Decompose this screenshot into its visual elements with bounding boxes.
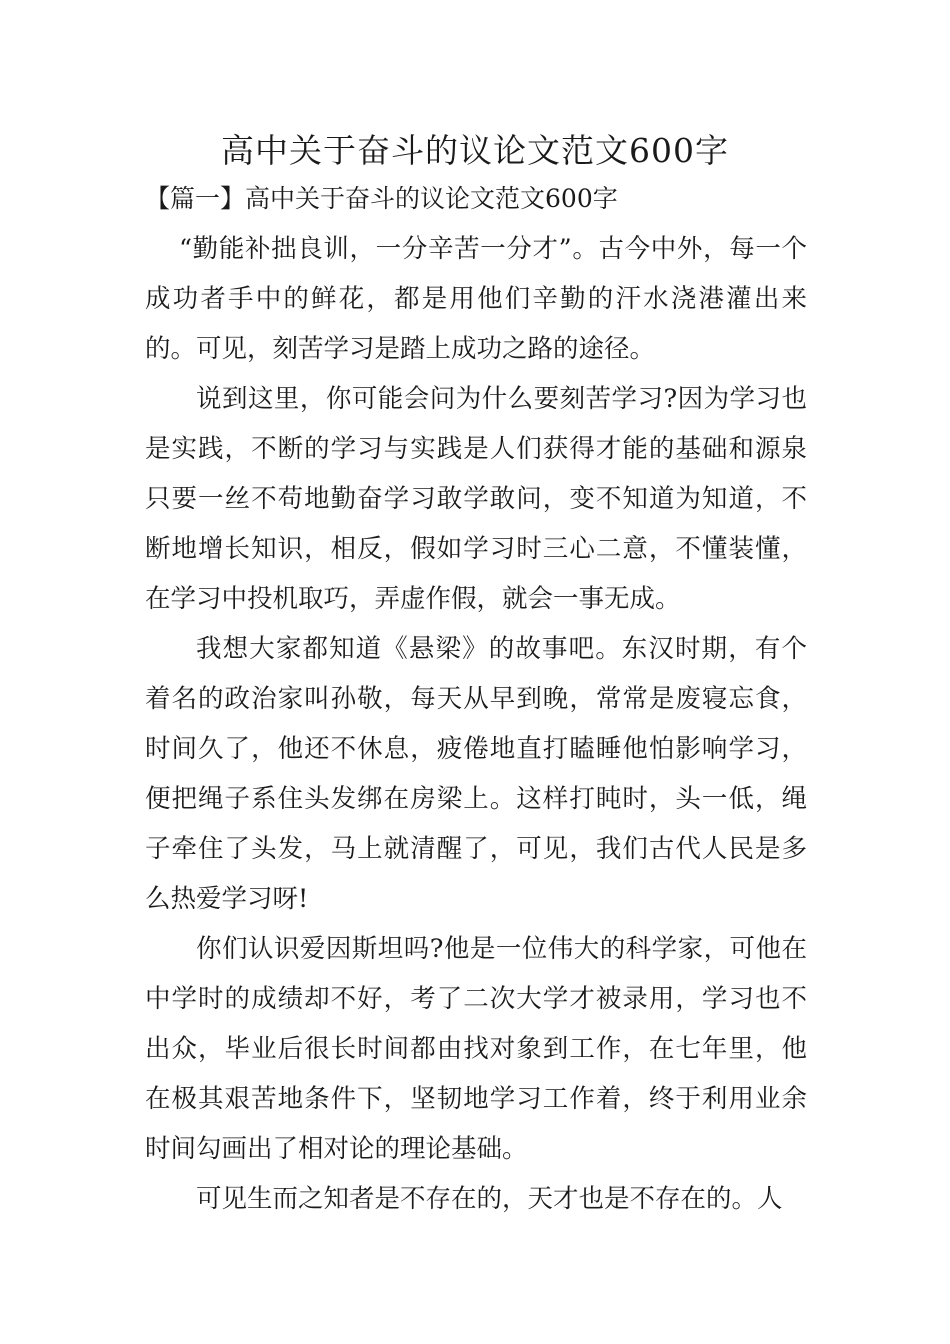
document-title: 高中关于奋斗的议论文范文600字: [221, 131, 729, 170]
paragraph: 你们认识爱因斯坦吗?他是一位伟大的科学家，可他在中学时的成绩却不好，考了二次大学才被录用，学习也不出众，毕业后很长时间都由找对象到工作，在七年里，他在极其艰苦地条件下，坚韧地学习工作着，终于利用业余时间勾画出了相对论的理论基础。: [145, 934, 807, 1164]
paragraph: 我想大家都知道《悬梁》的故事吧。东汉时期，有个着名的政治家叫孙敬，每天从早到晚，常常是废寝忘食，时间久了，他还不休息，疲倦地直打瞌睡他怕影响学习，便把绳子系住头发绑在房梁上。这样打盹时，头一低，绳子牵住了头发，马上就清醒了，可见，我们古代人民是多么热爱学习呀!: [145, 634, 807, 914]
section-heading: 【篇一】高中关于奋斗的议论文范文600字: [145, 184, 618, 213]
document-body: [145, 224, 807, 1224]
paragraph: 可见生而之知者是不存在的，天才也是不存在的。人: [196, 1184, 783, 1214]
paragraph: “勤能补拙良训，一分辛苦一分才”。古今中外，每一个成功者手中的鲜花，都是用他们辛勤的汗水浇港灌出来的。可见，刻苦学习是踏上成功之路的途径。: [145, 234, 807, 364]
paragraph: 说到这里，你可能会问为什么要刻苦学习?因为学习也是实践，不断的学习与实践是人们获得才能的基础和源泉只要一丝不苟地勤奋学习敢学敢问，变不知道为知道，不断地增长知识，相反，假如学习时三心二意，不懂装懂，在学习中投机取巧，弄虚作假，就会一事无成。: [145, 384, 807, 614]
